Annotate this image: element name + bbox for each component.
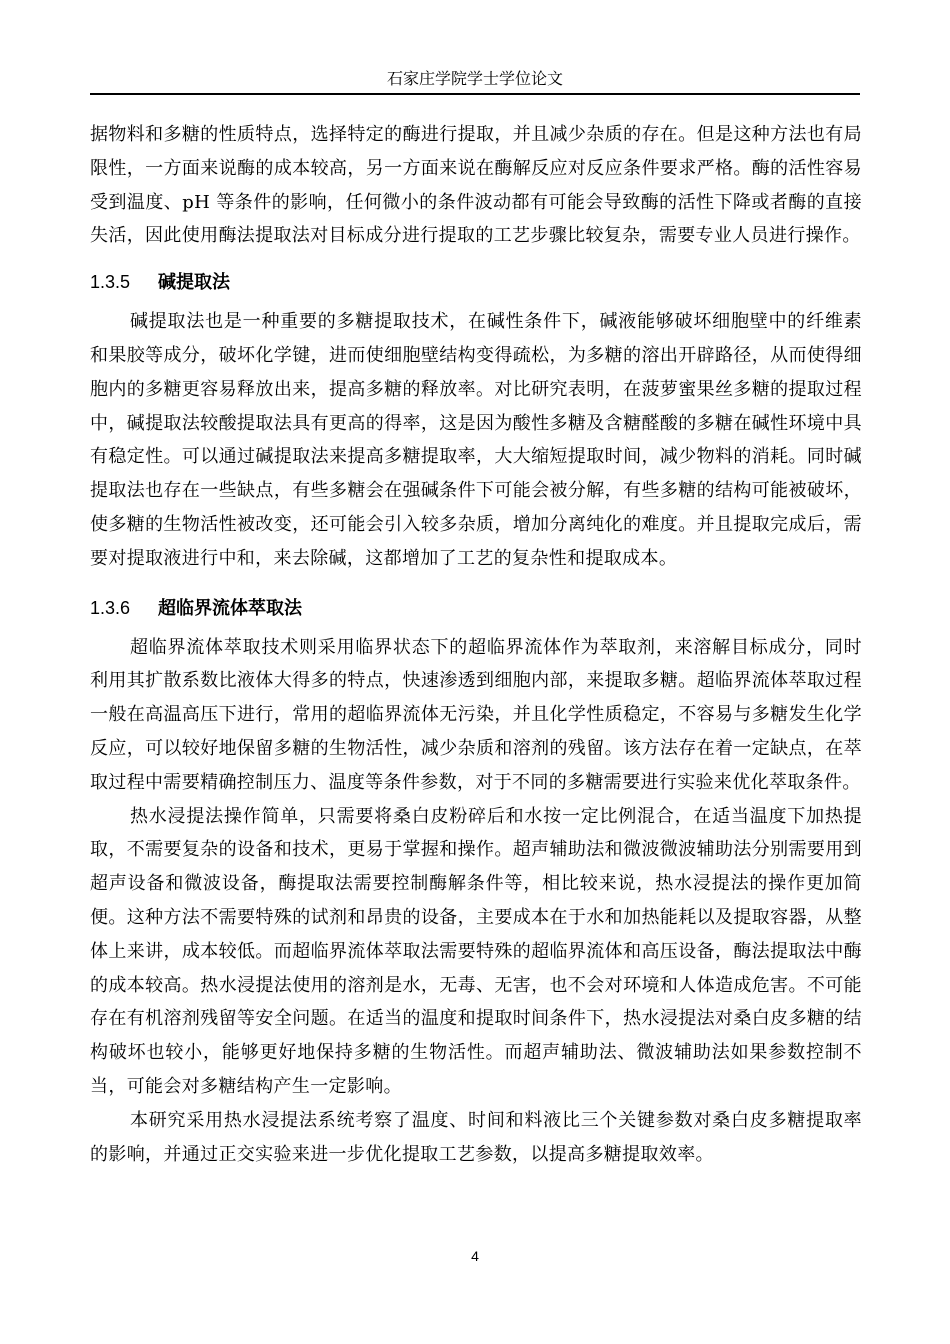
section-number: 1.3.5 [90, 272, 131, 293]
section-heading-1-3-5 [90, 269, 862, 295]
paragraph-alkali-extraction: 碱提取法也是一种重要的多糖提取技术，在碱性条件下，碱液能够破坏细胞壁中的纤维素和果胶等成分，破坏化学键，进而使细胞壁结构变得疏松，为多糖的溶出开辟路径，从而使得细胞内的多糖更容易释放出来，提高多糖的释放率。对比研究表明，在菠萝蜜果丝多糖的提取过程中，碱提取法较酸提取法具有更高的得率，这是因为酸性多糖及含糖醛酸的多糖在碱性环境中具有稳定性。可以通过碱提取法来提高多糖提取率，大大缩短提取时间，减少物料的消耗。同时碱提取法也存在一些缺点，有些多糖会在强碱条件下可能会被分解，有些多糖的结构可能被破坏，使多糖的生物活性被改变，还可能会引入较多杂质，增加分离纯化的难度。并且提取完成后，需要对提取液进行中和，来去除碱，这都增加了工艺的复杂性和提取成本。 [90, 311, 862, 569]
section-title: 碱提取法 [158, 272, 230, 293]
paragraph-supercritical-extraction: 超临界流体萃取技术则采用临界状态下的超临界流体作为萃取剂，来溶解目标成分，同时利用其扩散系数比液体大得多的特点，快速渗透到细胞内部，来提取多糖。超临界流体萃取过程一般在高温高压下进行，常用的超临界流体无污染，并且化学性质稳定，不容易与多糖发生化学反应，可以较好地保留多糖的生物活性，减少杂质和溶剂的残留。该方法存在着一定缺点，在萃取过程中需要精确控制压力、温度等条件参数，对于不同的多糖需要进行实验来优化萃取条件。 [90, 636, 862, 793]
header-rule [90, 93, 860, 95]
paragraph-enzyme-continued: 据物料和多糖的性质特点，选择特定的酶进行提取，并且减少杂质的存在。但是这种方法也有局限性，一方面来说酶的成本较高，另一方面来说在酶解反应对反应条件要求严格。酶的活性容易受到温度、pH 等条件的影响，任何微小的条件波动都有可能会导致酶的活性下降或者酶的直接失活，因此使用酶法提取法对目标成分进行提取的工艺步骤比较复杂，需要专业人员进行操作。 [90, 124, 862, 247]
page-number: 4 [471, 1248, 479, 1264]
running-header: 石家庄学院学士学位论文 [386, 69, 563, 88]
paragraph-study-approach: 本研究采用热水浸提法系统考察了温度、时间和料液比三个关键参数对桑白皮多糖提取率的影响，并通过正交实验来进一步优化提取工艺参数，以提高多糖提取效率。 [90, 1109, 862, 1165]
paragraph-hot-water-extraction: 热水浸提法操作简单，只需要将桑白皮粉碎后和水按一定比例混合，在适当温度下加热提取，不需要复杂的设备和技术，更易于掌握和操作。超声辅助法和微波微波辅助法分别需要用到超声设备和微波设备，酶提取法需要控制酶解条件等，相比较来说，热水浸提法的操作更加简便。这种方法不需要特殊的试剂和昂贵的设备，主要成本在于水和加热能耗以及提取容器，从整体上来讲，成本较低。而超临界流体萃取法需要特殊的超临界流体和高压设备，酶法提取法中酶的成本较高。热水浸提法使用的溶剂是水，无毒、无害，也不会对环境和人体造成危害。不可能存在有机溶剂残留等安全问题。在适当的温度和提取时间条件下，热水浸提法对桑白皮多糖的结构破坏也较小，能够更好地保持多糖的生物活性。而超声辅助法、微波辅助法如果参数控制不当，可能会对多糖结构产生一定影响。 [90, 805, 862, 1097]
section-number: 1.3.6 [90, 597, 131, 618]
section-title: 超临界流体萃取法 [158, 597, 302, 618]
body-text [90, 118, 862, 1171]
section-heading-1-3-6 [90, 595, 862, 621]
